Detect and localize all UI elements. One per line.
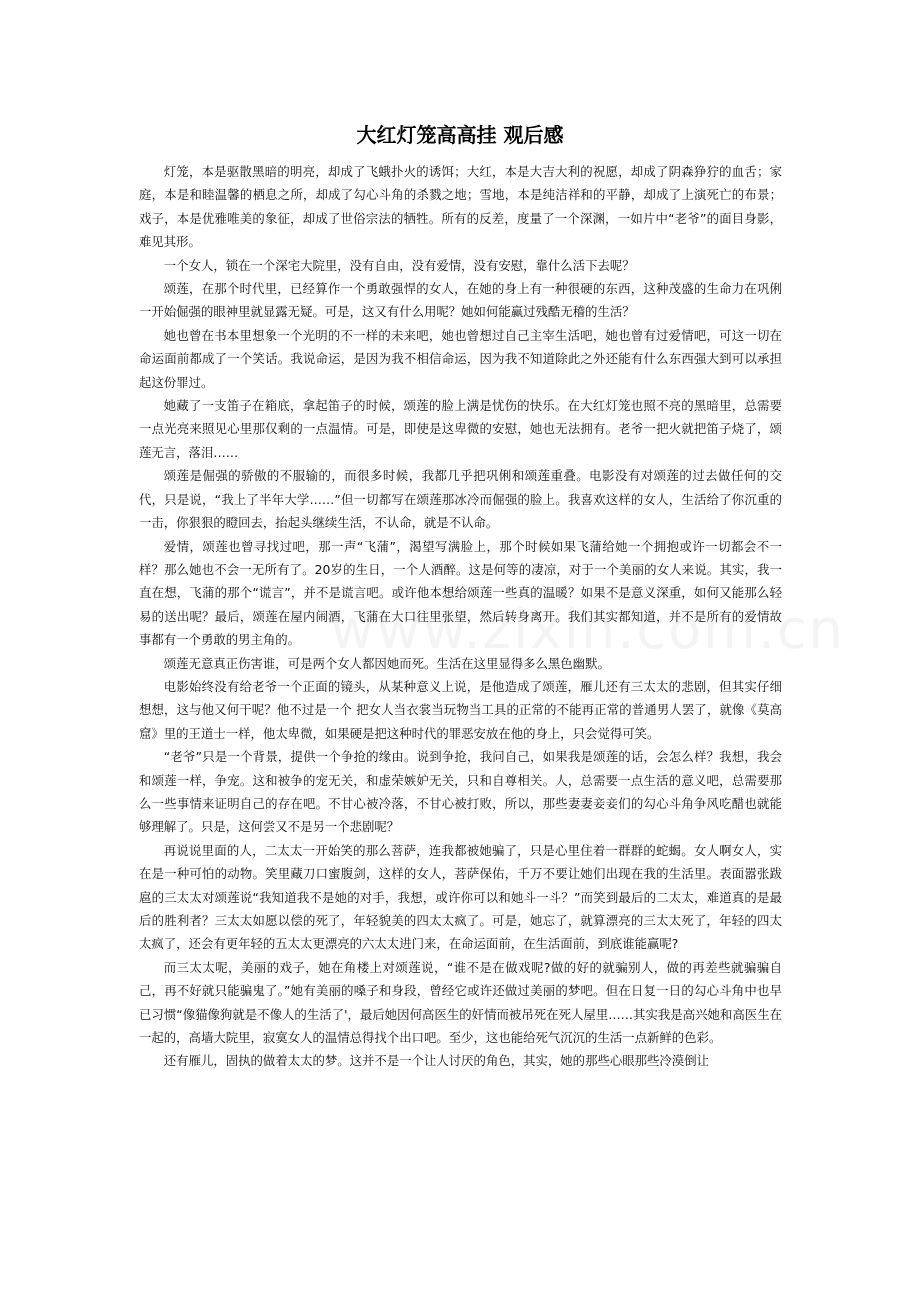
paragraph: 爱情，颂莲也曾寻找过吧，那一声“飞蒲”，渴望写满脸上，那个时候如果飞蒲给她一个拥抱或许一切都会不一样？那么她也不会一无所有了。20岁的生日，一个人酒醉。这是何等的凄凉，对于一个美丽的女人来说。其实，我一直在想，飞蒲的那个“谎言”，并不是谎言吧。或许他本想给颂莲一些真的温暖？如果不是意义深重，如何又能那么轻易的送出呢？最后，颂莲在屋内闹酒，飞蒲在大口往里张望，然后转身离开。我们其实都知道，并不是所有的爱情故事都有一个勇敢的男主角的。 (139, 538, 782, 648)
paragraph: 她也曾在书本里想象一个光明的不一样的未来吧，她也曾想过自己主宰生活吧，她也曾有过爱情吧，可这一切在命运面前都成了一个笑话。我说命运，是因为我不相信命运，因为我不知道除此之外还能有什么东西强大到可以承担起这份罪过。 (139, 327, 782, 390)
paragraph: 一个女人，锁在一个深宅大院里，没有自由，没有爱情，没有安慰，靠什么活下去呢？ (163, 257, 635, 273)
document-title: 大红灯笼高高挂 观后感 (356, 123, 564, 147)
document-body (139, 160, 782, 1073)
paragraph: 灯笼，本是驱散黑暗的明亮，却成了飞蛾扑火的诱饵；大红，本是大吉大利的祝愿，却成了阴森狰狞的血舌；家庭，本是和睦温馨的栖息之所，却成了勾心斗角的杀戮之地；雪地，本是纯洁祥和的平静，却成了上演死亡的布景；戏子，本是优雅唯美的象征，却成了世俗宗法的牺牲。所有的反差，度量了一个深渊，一如片中“老爷”的面目身影，难见其形。 (139, 164, 782, 250)
paragraph: 她藏了一支笛子在箱底，拿起笛子的时候，颂莲的脸上满是忧伤的快乐。在大红灯笼也照不亮的黑暗里，总需要一点光亮来照见心里那仅剩的一点温情。可是，即使是这卑微的安慰，她也无法拥有。老爷一把火就把笛子烧了，颂莲无言，落泪…… (139, 398, 782, 460)
paragraph: 颂莲，在那个时代里，已经算作一个勇敢强悍的女人，在她的身上有一种很硬的东西，这种茂盛的生命力在巩俐一开始倔强的眼神里就显露无疑。可是，这又有什么用呢？她如何能赢过残酷无稽的生活？ (139, 281, 782, 320)
paragraph: “老爷”只是一个背景，提供一个争抢的缘由。说到争抢，我问自己，如果我是颂莲的话，会怎么样？我想，我会和颂莲一样，争宠。这和被争的宠无关，和虚荣嫉妒无关，只和自尊相关。人，总需要一点生活的意义吧，总需要那么一些事情来证明自己的存在吧。不甘心被冷落，不甘心被打败，所以，那些妻妻妾妾们的勾心斗角争风吃醋也就能够理解了。只是，这何尝又不是另一个悲剧呢？ (139, 749, 782, 835)
paragraph: 而三太太呢，美丽的戏子，她在角楼上对颂莲说，“谁不是在做戏呢?做的好的就骗别人，做的再差些就骗骗自己，再不好就只能骗鬼了。”她有美丽的嗓子和身段，曾经它或许还做过美丽的梦吧。但在日复一日的勾心斗角中也早已习惯“像猫像狗就是不像人的生活了'，最后她因何高医生的奸情而被吊死在死人屋里……其实我是高兴她和高医生在一起的，高墙大院里，寂寞女人的温情总得找个出口吧。至少，这也能给死气沉沉的生活一点新鲜的色彩。 (139, 959, 782, 1046)
paragraph: 电影始终没有给老爷一个正面的镜头，从某种意义上说，是他造成了颂莲，雁儿还有三太太的悲剧，但其实仔细想想，这与他又何干呢？他不过是一个 把女人当衣裳当玩物当工具的正常的不能再正常的普通男人罢了，就像《莫高窟》里的王道士一样，他太卑微，如果硬是把这种时代的罪恶安放在他的身上，只会觉得可笑。 (139, 678, 782, 741)
paragraph: 颂莲是倔强的骄傲的不服输的，而很多时候，我都几乎把巩俐和颂莲重叠。电影没有对颂莲的过去做任何的交代，只是说，“我上了半年大学……”但一切都写在颂莲那冰冷而倔强的脸上。我喜欢这样的女人，生活给了你沉重的一击，你狠狠的瞪回去，抬起头继续生活，不认命，就是不认命。 (139, 468, 782, 531)
paragraph: 颂莲无意真正伤害谁，可是两个女人都因她而死。生活在这里显得多么黑色幽默。 (163, 655, 610, 671)
paragraph: 再说说里面的人，二太太一开始笑的那么菩萨，连我都被她骗了，只是心里住着一群群的蛇蝎。女人啊女人，实在是一种可怕的动物。笑里藏刀口蜜腹剑，这样的女人，菩萨保佑，千万不要让她们出现在我的生活里。表面嚣张跋扈的三太太对颂莲说“我知道我不是她的对手，我想，或许你可以和她斗一斗？”而笑到最后的二太太，难道真的是最后的胜利者？三太太如愿以偿的死了，年轻貌美的四太太疯了。可是，她忘了，就算漂亮的三太太死了，年轻的四太太疯了，还会有更年轻的五太太更漂亮的六太太进门来，在命运面前，在生活面前，到底谁能赢呢? (139, 842, 782, 952)
paragraph: 还有雁儿，固执的做着太太的梦。这并不是一个让人讨厌的角色，其实，她的那些心眼那些冷漠倒让 (163, 1053, 709, 1069)
